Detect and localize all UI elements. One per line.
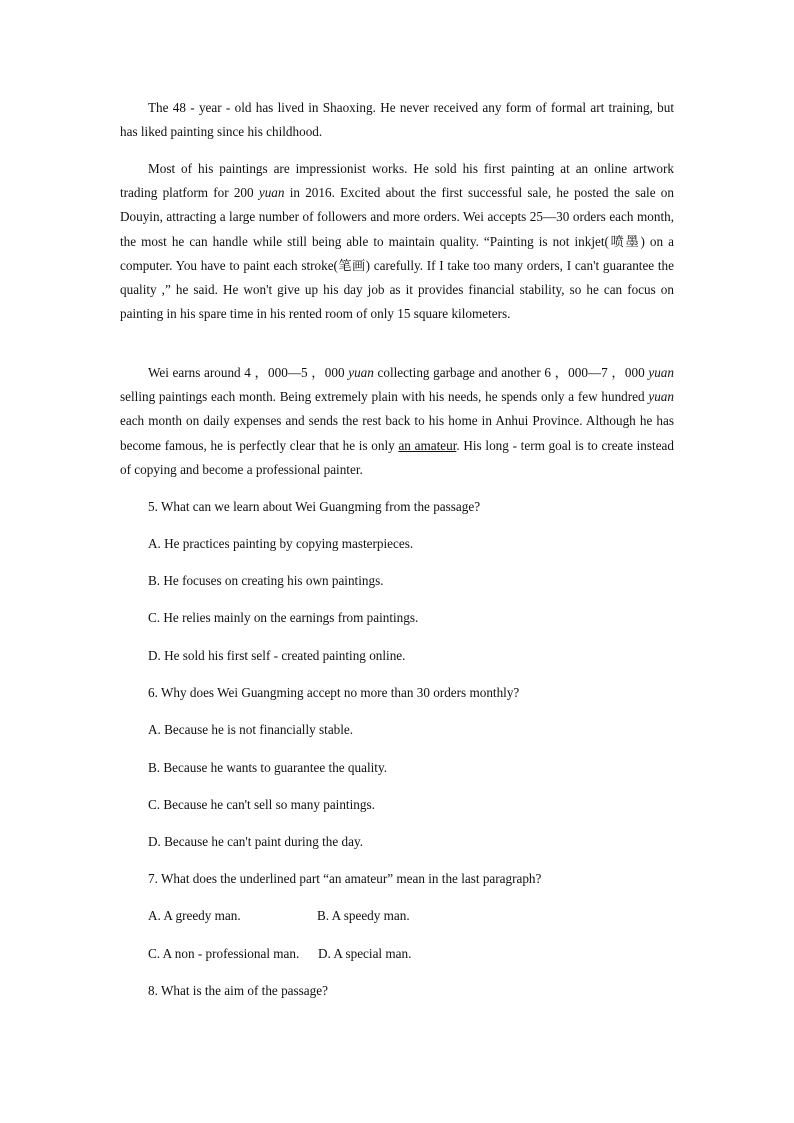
question-8-stem: 8. What is the aim of the passage?	[148, 983, 328, 998]
question-7-option-d: D. A special man.	[318, 946, 412, 961]
question-6-option-c: C. Because he can't sell so many paintings.	[148, 797, 375, 812]
currency-word: yuan	[648, 389, 674, 405]
paragraph-3-text-c: collecting garbage and another 6 ，000—7 ，000	[373, 365, 649, 380]
question-6-stem: 6. Why does Wei Guangming accept no more than 30 orders monthly?	[148, 685, 520, 700]
question-7-option-c: C. A non - professional man.	[148, 946, 300, 961]
paragraph-2-text-a: Most of his paintings are impressionist works. He sold his first painting at an online artwork trading platform for 200	[120, 161, 674, 201]
paragraph-1	[120, 96, 674, 144]
question-6-option-a: A. Because he is not financially stable.	[148, 722, 354, 737]
question-7-option-a: A. A greedy man.	[148, 908, 241, 923]
currency-word: yuan	[648, 365, 674, 380]
question-5-option-c: C. He relies mainly on the earnings from paintings.	[148, 610, 419, 625]
paragraph-3	[120, 361, 674, 482]
paragraph-2	[120, 157, 674, 326]
paragraph-1-text: The 48 - year - old has lived in Shaoxing. He never received any form of formal art training, but has liked painting since his childhood.	[120, 100, 674, 140]
question-7-option-b: B. A speedy man.	[317, 908, 410, 923]
currency-word: yuan	[258, 185, 285, 201]
question-5-option-b: B. He focuses on creating his own paintings.	[148, 573, 384, 588]
paragraph-3-text-g: each month on daily expenses and sends the rest back to his home in Anhui Province. Although he has become famous, he is perfectly clear that he is only	[120, 413, 674, 453]
paragraph-3-text-e: selling paintings each month. Being extremely plain with his needs, he spends only a few hundred	[120, 389, 649, 405]
question-7-stem: 7. What does the underlined part “an amateur” mean in the last paragraph?	[148, 871, 542, 886]
paragraph-3-text-a: Wei earns around 4 ，000—5 ，000	[148, 365, 349, 380]
question-6-option-b: B. Because he wants to guarantee the quality.	[148, 760, 388, 775]
paragraph-3-text-i: . His long - term goal is to create instead of copying and become a professional painter.	[120, 437, 674, 477]
question-5-option-a: A. He practices painting by copying masterpieces.	[148, 536, 414, 551]
currency-word: yuan	[348, 365, 374, 380]
underlined-phrase: an amateur	[398, 437, 457, 453]
question-6-option-d: D. Because he can't paint during the day.	[148, 834, 364, 849]
paragraph-2-text-c: in 2016. Excited about the first successful sale, he posted the sale on Douyin, attracting a large number of followers and more orders. Wei accepts 25—30 orders each month, the most he can handle while still being able to maintain quality. “Painting is not inkjet(喷墨) on a computer. You have to paint each stroke(笔画) carefully. If I take too many orders, I can't guarantee the quality ,” he said. He won't give up his day job as it provides financial stability, so he can focus on painting in his spare time in his rented room of only 15 square kilometers.	[120, 185, 674, 322]
question-5-option-d: D. He sold his first self - created painting online.	[148, 648, 406, 663]
question-5-stem: 5. What can we learn about Wei Guangming from the passage?	[148, 499, 481, 514]
